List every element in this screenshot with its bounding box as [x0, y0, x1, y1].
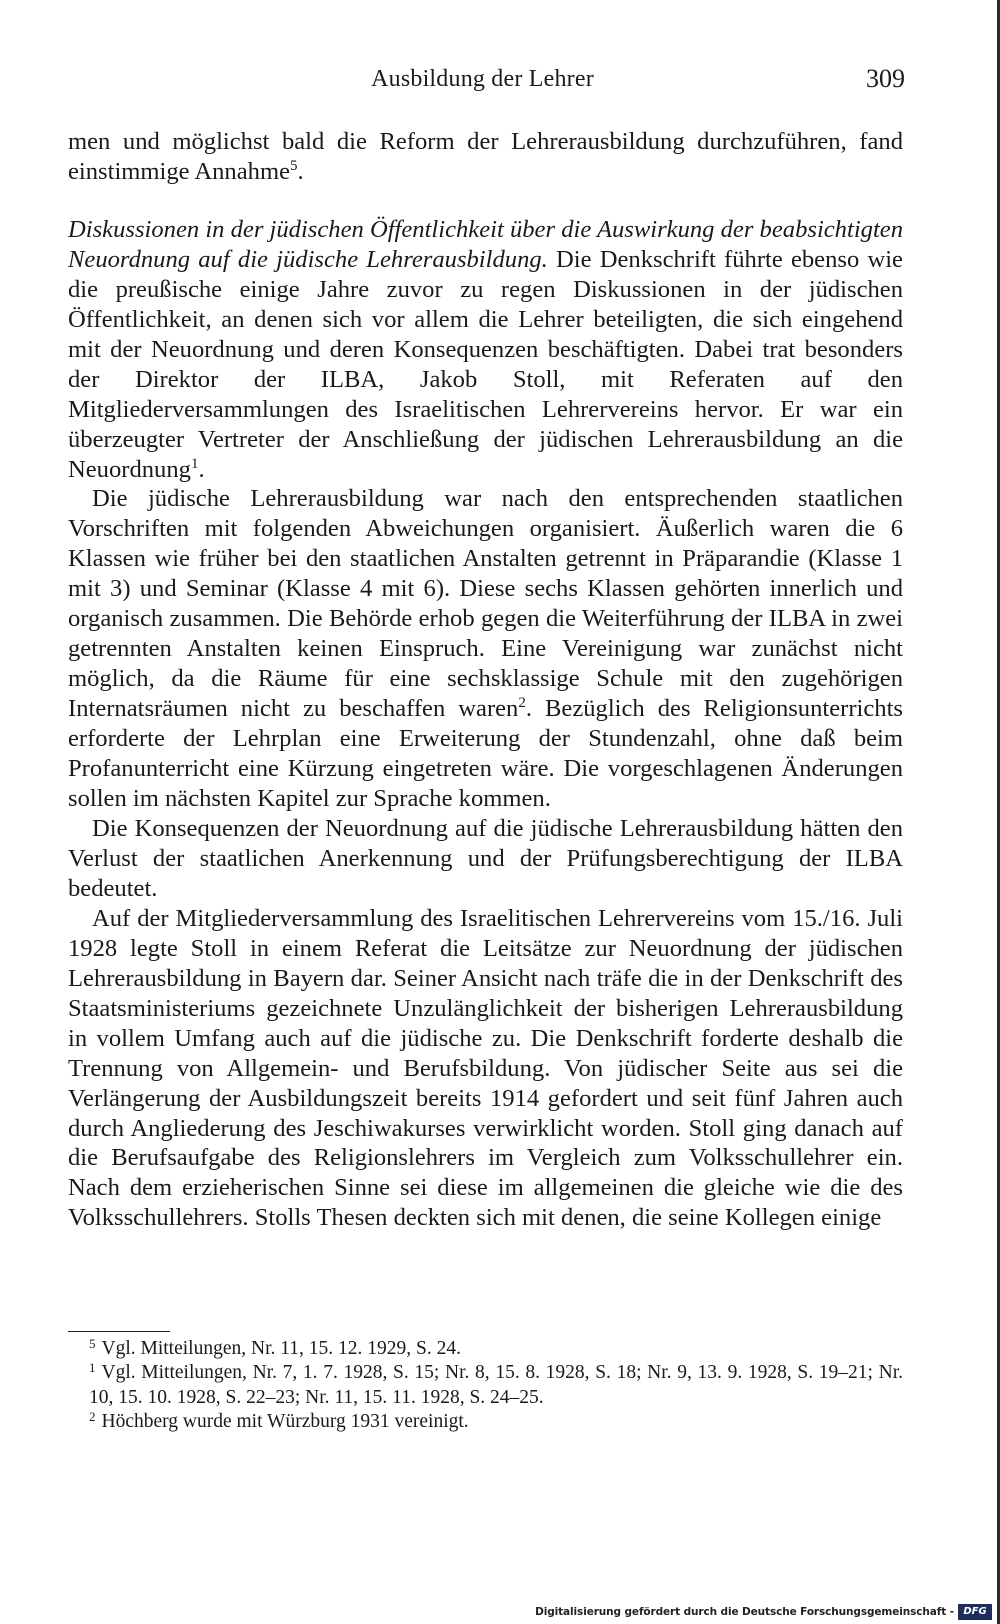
paragraph-2-end: .	[198, 455, 205, 483]
paragraph-3	[68, 484, 903, 813]
running-head: Ausbildung der Lehrer	[371, 66, 594, 92]
footnote-mark: 1	[89, 1360, 96, 1376]
paragraph-2-text: Die Denkschrift führte ebenso wie die preußische einige Jahre zuvor zu regen Diskussionen in der jüdischen Öffentlichkeit, an denen sich vor allem die Lehrer beteiligten, die sich eingehend mit der Neuordnung und deren Konsequenzen beschäftigten. Dabei trat besonders der Direktor der ILBA, Jakob Stoll, mit Referaten auf den Mitgliederversammlungen des Israelitischen Lehrervereins hervor. Er war ein überzeugter Vertreter der Anschließung der jüdischen Lehrerausbildung an die Neuordnung	[68, 245, 903, 483]
footnote-mark: 2	[89, 1408, 96, 1424]
page-number: 309	[866, 64, 905, 93]
paragraph-1	[68, 127, 903, 187]
footnote-text: Vgl. Mitteilungen, Nr. 11, 15. 12. 1929, S. 24.	[101, 1338, 461, 1359]
footnote-ref-1: 1	[190, 455, 199, 472]
paragraph-5: Auf der Mitgliederversammlung des Israelitischen Lehrervereins vom 15./16. Juli 1928 legte Stoll in einem Referat die Leitsätze zur Neuordnung der jüdischen Lehrerausbildung in Bayern dar. Seiner Ansicht nach träfe die in der Denkschrift des Staatsministeriums gezeichnete Unzulänglichkeit der bisherigen Lehrerausbildung in vollem Umfang auch auf die jüdische zu. Die Denkschrift forderte deshalb die Trennung von Allgemein- und Berufsbildung. Von jüdischer Seite aus sei die Verlängerung der Ausbildungszeit bereits 1914 gefordert und seit fünf Jahren auch durch Angliederung des Jeschiwakurses verwirklicht worden. Stoll ging danach auf die Berufsaufgabe des Religionslehrers im Vergleich zum Volksschullehrer ein. Nach dem erzieherischen Sinne sei diese im allgemeinen die gleiche wie die des Volksschullehrers. Stolls Thesen deckten sich mit denen, die seine Kollegen einige	[68, 904, 903, 1232]
footnote-1	[68, 1361, 903, 1410]
body-text	[68, 127, 903, 1233]
paragraph-3-text: Die jüdische Lehrerausbildung war nach den entsprechenden staatlichen Vorschriften mit folgenden Abweichungen organisiert. Äußerlich waren die 6 Klassen wie früher bei den staatlichen Anstalten getrennt in Präparandie (Klasse 1 mit 3) und Seminar (Klasse 4 mit 6). Diese sechs Klassen gehörten innerlich und organisch zusammen. Die Behörde erhob gegen die Weiterführung der ILBA in zwei getrennten Anstalten keinen Einspruch. Eine Vereinigung war zunächst nicht möglich, da die Räume für eine sechsklassige Schule mit den zugehörigen Internatsräumen nicht zu beschaffen waren	[68, 485, 903, 723]
section-gap	[68, 187, 903, 215]
footnotes	[68, 1337, 903, 1434]
dfg-logo: DFG	[958, 1604, 992, 1620]
footnote-mark: 5	[89, 1336, 96, 1351]
footnote-ref-5: 5	[290, 157, 298, 174]
footnote-text: Vgl. Mitteilungen, Nr. 7, 1. 7. 1928, S. 15; Nr. 8, 15. 8. 1928, S. 18; Nr. 9, 13. 9. 1928, S. 19–21; Nr. 10, 15. 10. 1928, S. 22–23; Nr. 11, 15. 11. 1928, S. 24–25.	[89, 1362, 903, 1408]
paragraph-1-text: men und möglichst bald die Reform der Lehrerausbildung durchzuführen, fand einstimmige Annahme	[68, 128, 903, 185]
footnote-ref-2: 2	[518, 695, 526, 712]
digitization-credit: Digitalisierung gefördert durch die Deutsche Forschungsgemeinschaft -	[535, 1606, 954, 1618]
section-heading: Diskussionen in der jüdischen Öffentlichkeit über die Auswirkung der beabsichtigten Neuordnung auf die jüdische Lehrerausbildung.	[68, 215, 903, 273]
paragraph-3-end: . Bezüglich des Religionsunterrichts erforderte der Lehrplan eine Erweiterung der Stundenzahl, ohne daß beim Profanunterricht eine Kürzung eingetreten wäre. Die vorgeschlagenen Änderungen sollen im nächsten Kapitel zur Sprache kommen.	[68, 695, 903, 813]
page-header	[60, 62, 905, 96]
footnote-rule	[68, 1331, 170, 1332]
footnote-text: Höchberg wurde mit Würzburg 1931 vereinigt.	[101, 1410, 469, 1432]
footnote-2	[68, 1410, 903, 1434]
paragraph-2	[68, 215, 903, 485]
footnote-5	[68, 1337, 903, 1361]
paragraph-4: Die Konsequenzen der Neuordnung auf die jüdische Lehrerausbildung hätten den Verlust der staatlichen Anerkennung und der Prüfungsberechtigung der ILBA bedeutet.	[68, 814, 903, 902]
paragraph-1-end: .	[297, 157, 304, 185]
